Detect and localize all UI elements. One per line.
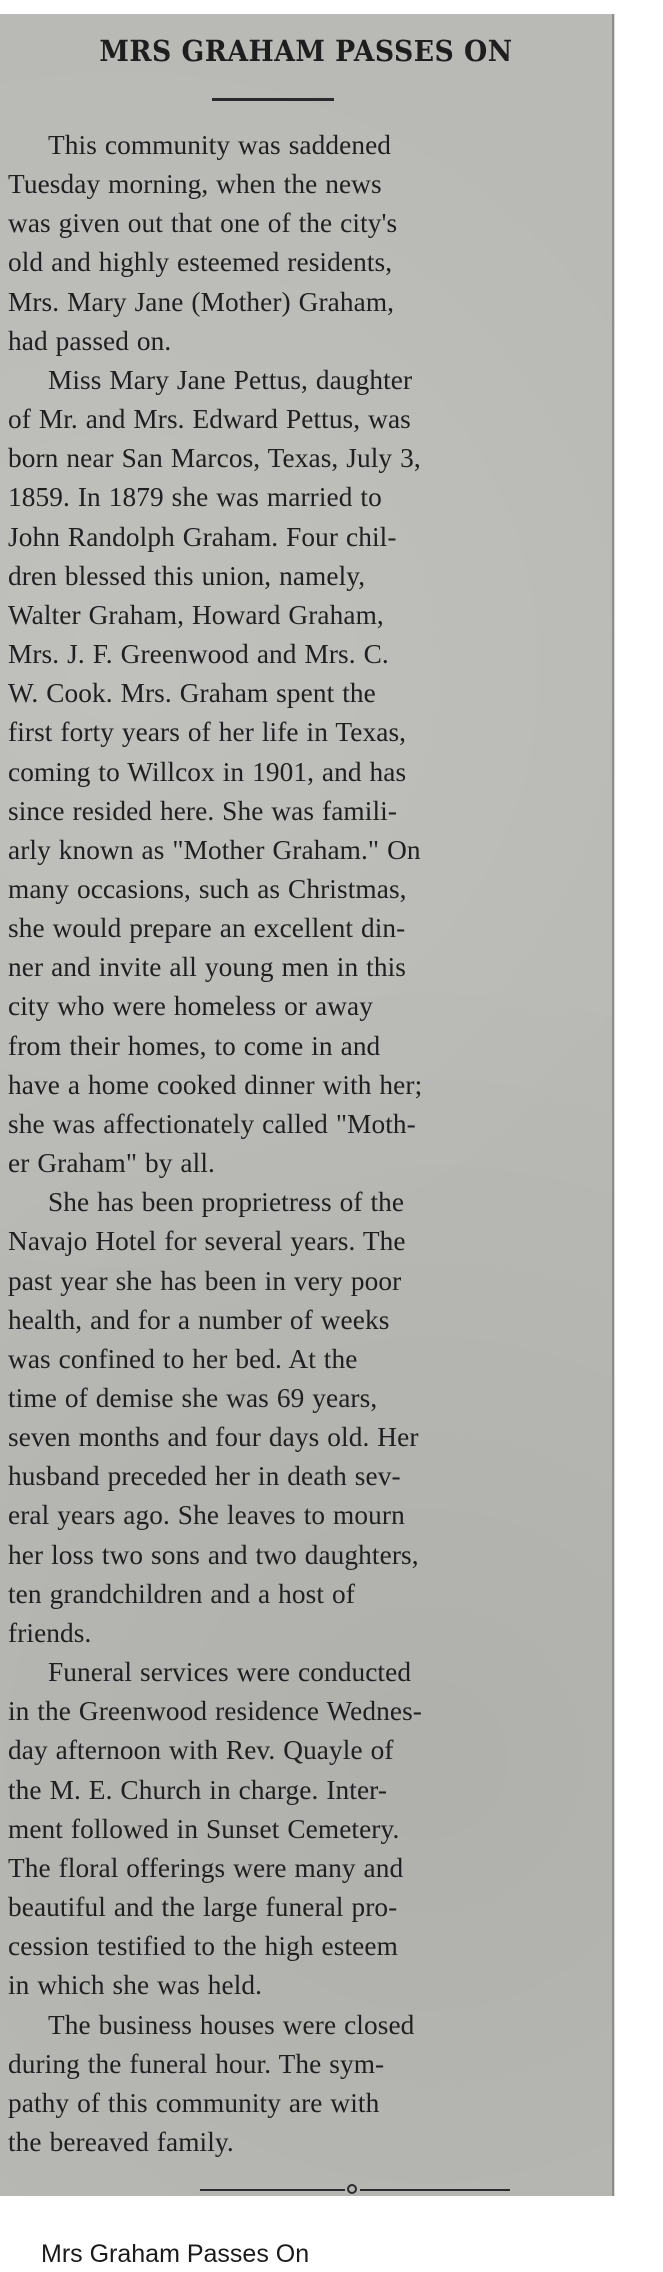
- text-line: er Graham" by all.: [8, 1148, 215, 1179]
- text-line: past year she has been in very poor: [8, 1265, 402, 1296]
- text-line: She has been proprietress of the: [48, 1187, 405, 1218]
- headline-rule: [212, 98, 334, 101]
- text-line: This community was saddened: [48, 130, 392, 160]
- text-line: pathy of this community are with: [8, 2087, 380, 2118]
- text-line: in which she was held.: [8, 1970, 263, 2001]
- text-line: was confined to her bed. At the: [8, 1343, 358, 1374]
- text-line: many occasions, such as Christmas,: [8, 873, 407, 904]
- end-of-article-rule: [200, 2184, 510, 2198]
- text-line: the bereaved family.: [8, 2126, 234, 2157]
- text-line: beautiful and the large funeral pro-: [8, 1892, 398, 1923]
- article-paragraph: [8, 2006, 608, 2163]
- text-line: 1859. In 1879 she was married to: [8, 482, 382, 513]
- text-line: dren blessed this union, namely,: [8, 560, 366, 591]
- text-line: old and highly esteemed residents,: [8, 247, 393, 278]
- article-paragraph: [8, 126, 608, 361]
- text-line: the M. E. Church in charge. Inter-: [8, 1774, 388, 1805]
- article-paragraph: [8, 1653, 608, 2005]
- text-line: ner and invite all young men in this: [8, 952, 406, 983]
- text-line: ten grandchildren and a host of: [8, 1578, 355, 1609]
- text-line: John Randolph Graham. Four chil-: [8, 521, 397, 552]
- text-line: W. Cook. Mrs. Graham spent the: [8, 678, 376, 709]
- text-line: she would prepare an excellent din-: [8, 913, 406, 944]
- article-paragraph: [8, 361, 608, 1183]
- text-line: her loss two sons and two daughters,: [8, 1539, 419, 1570]
- text-line: day afternoon with Rev. Quayle of: [8, 1735, 394, 1766]
- text-line: eral years ago. She leaves to mourn: [8, 1500, 405, 1531]
- end-rule-right-bar: [360, 2189, 510, 2191]
- text-line: health, and for a number of weeks: [8, 1304, 390, 1335]
- newspaper-clipping: [0, 14, 614, 2196]
- text-line: since resided here. She was famili-: [8, 795, 398, 826]
- text-line: had passed on.: [8, 325, 172, 356]
- text-line: Tuesday morning, when the news: [8, 169, 382, 200]
- text-line: Mrs. J. F. Greenwood and Mrs. C.: [8, 639, 389, 670]
- text-line: city who were homeless or away: [8, 991, 374, 1022]
- text-line: Funeral services were conducted: [48, 1657, 412, 1688]
- text-line: during the funeral hour. The sym-: [8, 2048, 385, 2079]
- text-line: time of demise she was 69 years,: [8, 1383, 378, 1413]
- text-line: Walter Graham, Howard Graham,: [8, 599, 384, 630]
- text-line: cession testified to the high esteem: [8, 1931, 398, 1962]
- text-line: seven months and four days old. Her: [8, 1422, 419, 1453]
- text-line: in the Greenwood residence Wednes-: [8, 1696, 423, 1727]
- text-line: coming to Willcox in 1901, and has: [8, 756, 407, 787]
- text-line: friends.: [8, 1617, 92, 1648]
- text-line: first forty years of her life in Texas,: [8, 717, 407, 748]
- text-line: Mrs. Mary Jane (Mother) Graham,: [8, 286, 395, 317]
- text-line: Navajo Hotel for several years. The: [8, 1226, 406, 1257]
- text-line: Miss Mary Jane Pettus, daughter: [48, 364, 413, 395]
- text-line: ment followed in Sunset Cemetery.: [8, 1813, 400, 1844]
- article-paragraph: [8, 1183, 608, 1653]
- article-headline: MRS GRAHAM PASSES ON: [99, 34, 513, 68]
- text-line: husband preceded her in death sev-: [8, 1461, 401, 1492]
- text-line: have a home cooked dinner with her;: [8, 1069, 423, 1100]
- text-line: she was affectionately called "Moth-: [8, 1108, 416, 1139]
- text-line: born near San Marcos, Texas, July 3,: [8, 443, 421, 474]
- article-body: [8, 126, 608, 2162]
- end-rule-left-bar: [200, 2189, 345, 2191]
- text-line: from their homes, to come in and: [8, 1030, 381, 1061]
- text-line: arly known as "Mother Graham." On: [8, 834, 421, 865]
- text-line: was given out that one of the city's: [8, 208, 398, 239]
- text-line: of Mr. and Mrs. Edward Pettus, was: [8, 404, 411, 435]
- text-line: The business houses were closed: [48, 2009, 415, 2040]
- text-line: The floral offerings were many and: [8, 1852, 404, 1883]
- end-rule-ornament-icon: [347, 2184, 357, 2194]
- image-caption: Mrs Graham Passes On: [41, 2240, 310, 2268]
